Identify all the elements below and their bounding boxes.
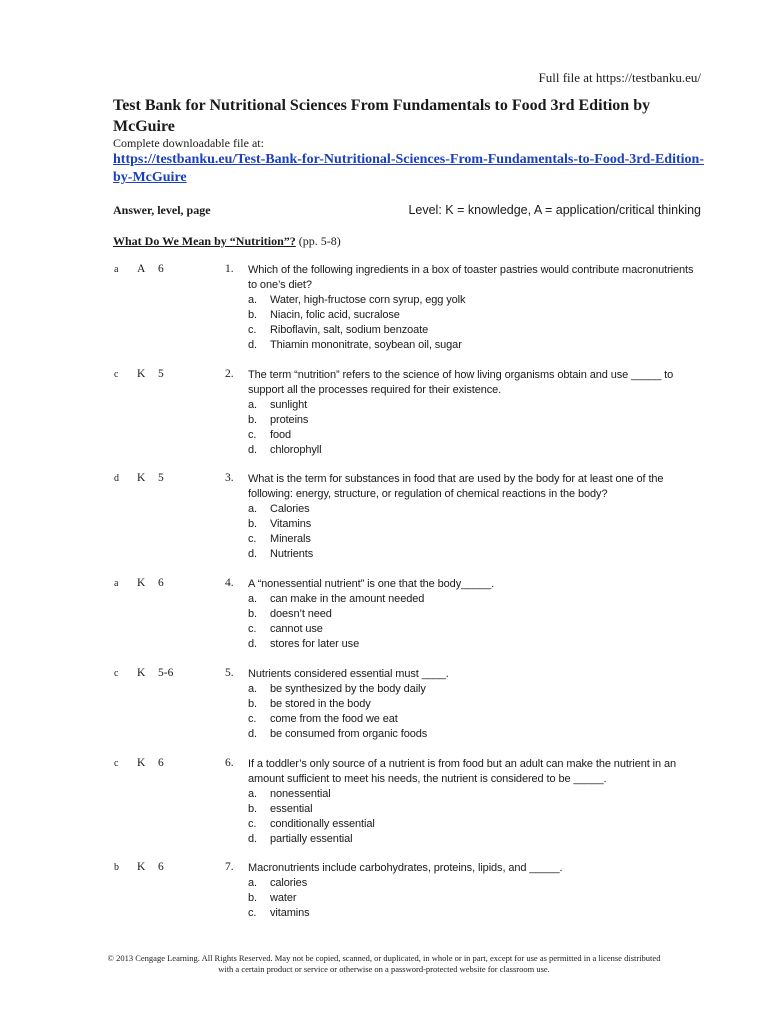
answer-key: a xyxy=(114,264,119,275)
option-text: cannot use xyxy=(270,623,323,635)
question-page: 6 xyxy=(158,577,164,589)
question-body xyxy=(248,368,703,458)
option-text: stores for later use xyxy=(270,638,360,650)
question-level: K xyxy=(137,757,146,769)
option-letter: c. xyxy=(248,533,257,545)
answer-option xyxy=(248,428,703,443)
question-number: 4. xyxy=(225,577,234,589)
option-letter: a. xyxy=(248,399,257,411)
question-level: K xyxy=(137,861,146,873)
option-text: sunlight xyxy=(270,399,308,411)
option-text: Vitamins xyxy=(270,518,312,530)
option-letter: c. xyxy=(248,324,257,336)
answer-option xyxy=(248,727,703,742)
answer-key: c xyxy=(114,758,119,769)
section-heading xyxy=(113,234,341,249)
option-letter: c. xyxy=(248,623,257,635)
copyright-footer: © 2013 Cengage Learning. All Rights Reserved. May not be copied, scanned, or duplicated, in whole or in part, except for use as permitted in a license distributed with a certain product or service or otherwise on a password-protected website for classroom use. xyxy=(107,953,661,974)
option-list xyxy=(248,398,703,458)
option-letter: a. xyxy=(248,593,257,605)
answer-key: b xyxy=(114,862,119,873)
option-text: proteins xyxy=(270,414,309,426)
question-stem: The term “nutrition” refers to the science of how living organisms obtain and use _____ to support all the processes required for their existence. xyxy=(248,369,674,396)
option-list xyxy=(248,876,703,921)
answer-option xyxy=(248,787,703,802)
answer-level-page-header: Answer, level, page xyxy=(113,203,211,217)
option-text: Nutrients xyxy=(270,548,314,560)
answer-option xyxy=(248,338,703,353)
option-text: doesn’t need xyxy=(270,608,332,620)
option-letter: d. xyxy=(248,728,257,740)
question-number: 6. xyxy=(225,757,234,769)
answer-option xyxy=(248,517,703,532)
level-legend: Level: K = knowledge, A = application/critical thinking xyxy=(408,203,701,217)
option-letter: d. xyxy=(248,444,257,456)
download-link[interactable]: https://testbanku.eu/Test-Bank-for-Nutritional-Sciences-From-Fundamentals-to-Food-3rd-Edition-by-McGuire xyxy=(113,152,704,185)
question-stem: Nutrients considered essential must ____. xyxy=(248,668,449,680)
question-number: 3. xyxy=(225,472,234,484)
option-letter: d. xyxy=(248,638,257,650)
question-level: K xyxy=(137,667,146,679)
answer-option xyxy=(248,891,703,906)
option-text: Thiamin mononitrate, soybean oil, sugar xyxy=(270,339,462,351)
source-note: Full file at https://testbanku.eu/ xyxy=(538,70,701,85)
question-level: K xyxy=(137,577,146,589)
option-letter: a. xyxy=(248,788,257,800)
option-letter: c. xyxy=(248,907,257,919)
option-letter: d. xyxy=(248,548,257,560)
section-pages: (pp. 5-8) xyxy=(295,234,341,248)
answer-key: d xyxy=(114,473,119,484)
question-body xyxy=(248,472,703,562)
answer-option xyxy=(248,323,703,338)
question-stem: What is the term for substances in food that are used by the body for at least one of the following: energy, structure, or regulation of chemical reactions in the body? xyxy=(248,473,664,500)
question-level: K xyxy=(137,368,146,380)
option-letter: c. xyxy=(248,429,257,441)
question-body xyxy=(248,263,703,353)
answer-option xyxy=(248,622,703,637)
option-text: essential xyxy=(270,803,313,815)
answer-option xyxy=(248,832,703,847)
option-letter: a. xyxy=(248,877,257,889)
question-level: A xyxy=(137,263,146,275)
question-body xyxy=(248,757,703,847)
option-list xyxy=(248,293,703,353)
answer-key: a xyxy=(114,578,119,589)
question-page: 5 xyxy=(158,368,164,380)
option-letter: a. xyxy=(248,503,257,515)
answer-option xyxy=(248,532,703,547)
question-body xyxy=(248,577,703,652)
question-number: 1. xyxy=(225,263,234,275)
question-body xyxy=(248,861,703,921)
option-letter: c. xyxy=(248,818,257,830)
option-text: calories xyxy=(270,877,308,889)
page-title: Test Bank for Nutritional Sciences From Fundamentals to Food 3rd Edition by McGuire xyxy=(113,97,651,135)
option-text: be consumed from organic foods xyxy=(270,728,428,740)
option-letter: b. xyxy=(248,309,257,321)
section-title: What Do We Mean by “Nutrition”? xyxy=(113,234,296,248)
question-page: 5-6 xyxy=(158,667,174,679)
question-level: K xyxy=(137,472,146,484)
option-text: chlorophyll xyxy=(270,444,322,456)
answer-option xyxy=(248,293,703,308)
answer-key: c xyxy=(114,668,119,679)
question-number: 7. xyxy=(225,861,234,873)
option-list xyxy=(248,592,703,652)
option-text: vitamins xyxy=(270,907,310,919)
question-stem: A “nonessential nutrient” is one that the body_____. xyxy=(248,578,495,590)
option-letter: a. xyxy=(248,294,257,306)
question-page: 6 xyxy=(158,757,164,769)
option-letter: d. xyxy=(248,339,257,351)
option-letter: b. xyxy=(248,414,257,426)
option-list xyxy=(248,502,703,562)
question-page: 6 xyxy=(158,263,164,275)
option-letter: b. xyxy=(248,518,257,530)
option-list xyxy=(248,787,703,847)
answer-option xyxy=(248,876,703,891)
option-text: Minerals xyxy=(270,533,311,545)
option-letter: b. xyxy=(248,698,257,710)
option-text: come from the food we eat xyxy=(270,713,398,725)
option-text: conditionally essential xyxy=(270,818,375,830)
question-stem: Which of the following ingredients in a box of toaster pastries would contribute macronutrients to one’s diet? xyxy=(248,264,694,291)
option-text: Riboflavin, salt, sodium benzoate xyxy=(270,324,429,336)
option-letter: b. xyxy=(248,608,257,620)
question-number: 2. xyxy=(225,368,234,380)
answer-option xyxy=(248,547,703,562)
answer-option xyxy=(248,817,703,832)
option-text: partially essential xyxy=(270,833,353,845)
question-stem: If a toddler’s only source of a nutrient is from food but an adult can make the nutrient in an amount sufficient to meet his needs, the nutrient is considered to be _____. xyxy=(248,758,677,785)
option-text: food xyxy=(270,429,292,441)
answer-option xyxy=(248,398,703,413)
answer-option xyxy=(248,443,703,458)
answer-option xyxy=(248,592,703,607)
option-text: be synthesized by the body daily xyxy=(270,683,426,695)
answer-option xyxy=(248,607,703,622)
answer-option xyxy=(248,802,703,817)
answer-option xyxy=(248,413,703,428)
answer-option xyxy=(248,682,703,697)
option-text: nonessential xyxy=(270,788,331,800)
option-letter: d. xyxy=(248,833,257,845)
answer-option xyxy=(248,712,703,727)
question-number: 5. xyxy=(225,667,234,679)
option-text: water xyxy=(270,892,297,904)
option-text: be stored in the body xyxy=(270,698,371,710)
answer-option xyxy=(248,308,703,323)
answer-option xyxy=(248,906,703,921)
question-stem: Macronutrients include carbohydrates, proteins, lipids, and _____. xyxy=(248,862,563,874)
option-text: Water, high-fructose corn syrup, egg yolk xyxy=(270,294,466,306)
option-letter: a. xyxy=(248,683,257,695)
question-body xyxy=(248,667,703,742)
option-list xyxy=(248,682,703,742)
question-page: 5 xyxy=(158,472,164,484)
option-text: Niacin, folic acid, sucralose xyxy=(270,309,400,321)
option-letter: c. xyxy=(248,713,257,725)
option-text: can make in the amount needed xyxy=(270,593,425,605)
question-page: 6 xyxy=(158,861,164,873)
answer-option xyxy=(248,502,703,517)
answer-option xyxy=(248,697,703,712)
option-letter: b. xyxy=(248,803,257,815)
download-label: Complete downloadable file at: xyxy=(113,136,264,150)
answer-option xyxy=(248,637,703,652)
option-text: Calories xyxy=(270,503,310,515)
answer-key: c xyxy=(114,369,119,380)
option-letter: b. xyxy=(248,892,257,904)
